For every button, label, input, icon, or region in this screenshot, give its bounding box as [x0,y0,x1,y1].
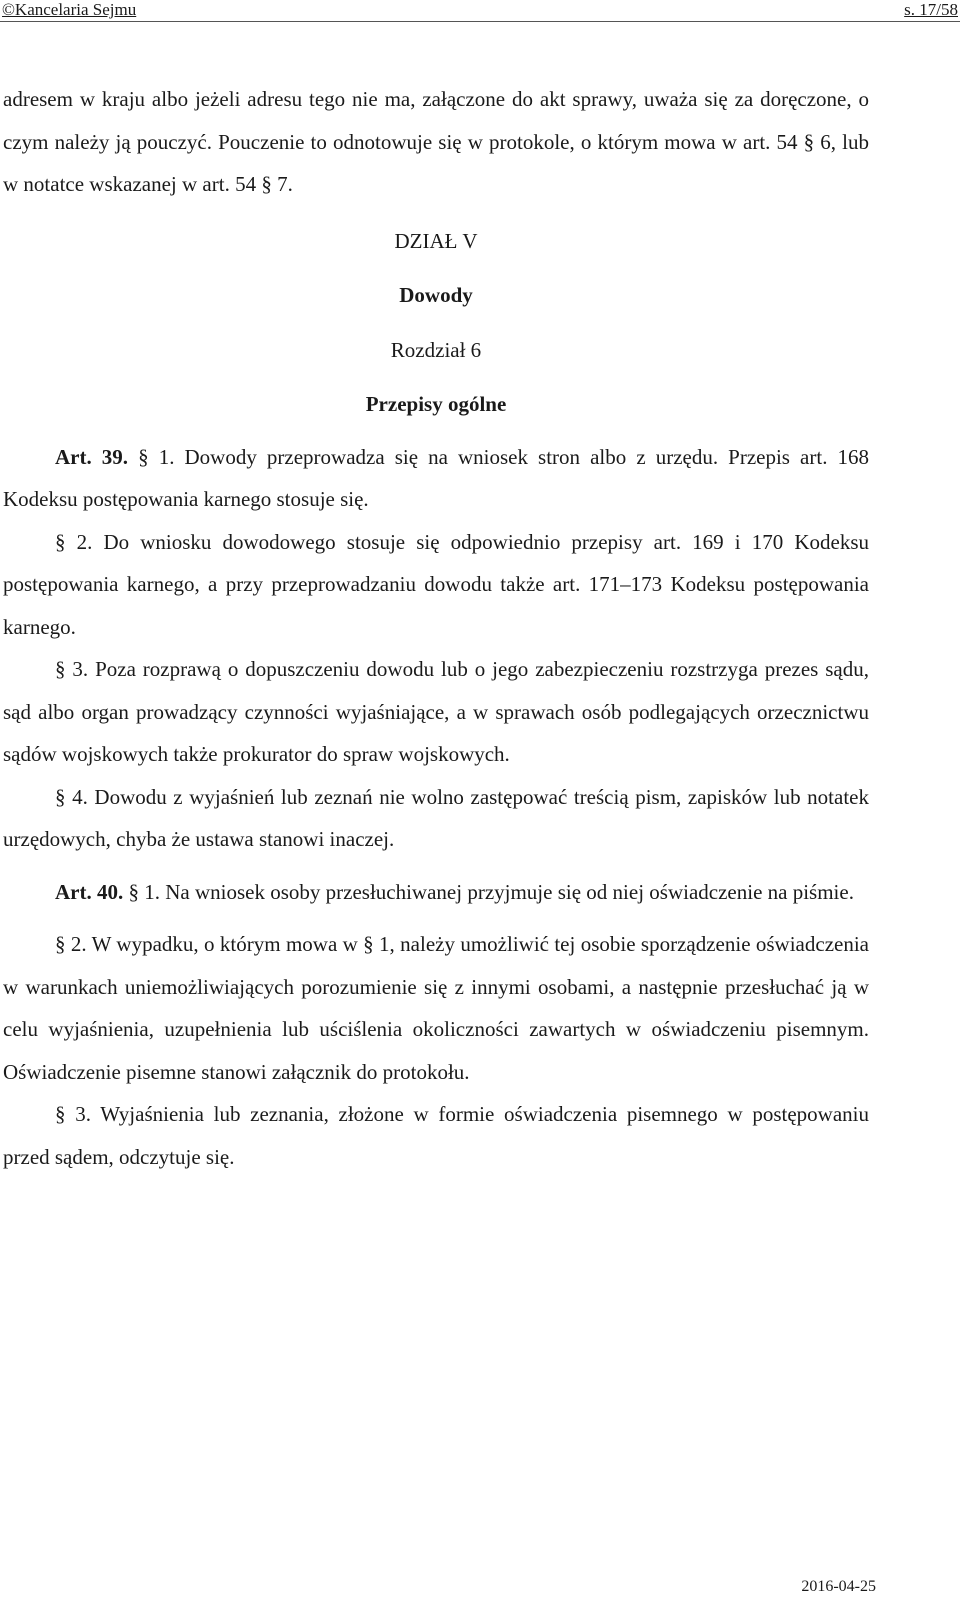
rozdzial-heading: Rozdział 6 [390,337,482,362]
art-40-number: Art. 40. [55,879,124,904]
header-page-number-text: s. 17/58 [904,0,958,19]
header-page-number [904,0,958,20]
footer-date: 2016-04-25 [801,1578,876,1595]
art-40-par-2: § 2. W wypadku, o którym mowa w § 1, należy umożliwić tej osobie sporządzenie oświadczenia w warunkach uniemożliwiających porozumienie się z innymi osobami, a następnie przesłuchać ją w celu wyjaśnienia, uzupełnienia lub uściślenia okoliczności zawartych w oświadczeniu pisemnym. Oświadczenie pisemne stanowi załącznik do protokołu. [3,932,869,1084]
document-body [3,78,869,1178]
art-39-par-1-text: § 1. Dowody przeprowadza się na wniosek stron albo z urzędu. Przepis art. 168 Kodeksu postępowania karnego stosuje się. [3,444,870,511]
art-40-par-3: § 3. Wyjaśnienia lub zeznania, złożone w formie oświadczenia pisemnego w postępowaniu przed sądem, odczytuje się. [3,1102,869,1169]
art-39-par-2: § 2. Do wniosku dowodowego stosuje się odpowiednio przepisy art. 169 i 170 Kodeksu postępowania karnego, a przy przeprowadzaniu dowodu także art. 171–173 Kodeksu postępowania karnego. [3,529,869,639]
dzial-title: Dowody [399,283,473,307]
art-40-par-1-text: § 1. Na wniosek osoby przesłuchiwanej przyjmuje się od niej oświadczenie na piśmie. [128,879,854,904]
rozdzial-title: Przepisy ogólne [365,392,507,416]
dzial-heading: DZIAŁ V [394,228,478,253]
header-source [2,0,136,20]
art-39-par-4: § 4. Dowodu z wyjaśnień lub zeznań nie wolno zastępować treścią pism, zapisków lub notatek urzędowych, chyba że ustawa stanowi inaczej. [3,784,869,851]
art-40-par-1 [3,871,869,914]
header-divider [0,21,960,22]
continuation-paragraph: adresem w kraju albo jeżeli adresu tego nie ma, załączone do akt sprawy, uważa się za doręczone, o czym należy ją pouczyć. Pouczenie to odnotowuje się w protokole, o którym mowa w art. 54 § 6, lub w notatce wskazanej w art. 54 § 7. [3,87,869,196]
page-header [0,0,960,22]
art-39-number: Art. 39. [55,444,129,469]
art-39-par-1 [3,436,869,521]
header-source-text: ©Kancelaria Sejmu [2,0,137,19]
art-39-par-3: § 3. Poza rozprawą o dopuszczeniu dowodu lub o jego zabezpieczeniu rozstrzyga prezes sądu, sąd albo organ prowadzący czynności wyjaśniające, a w sprawach osób podlegających orzecznictwu sądów wojskowych także prokurator do spraw wojskowych. [3,657,869,766]
